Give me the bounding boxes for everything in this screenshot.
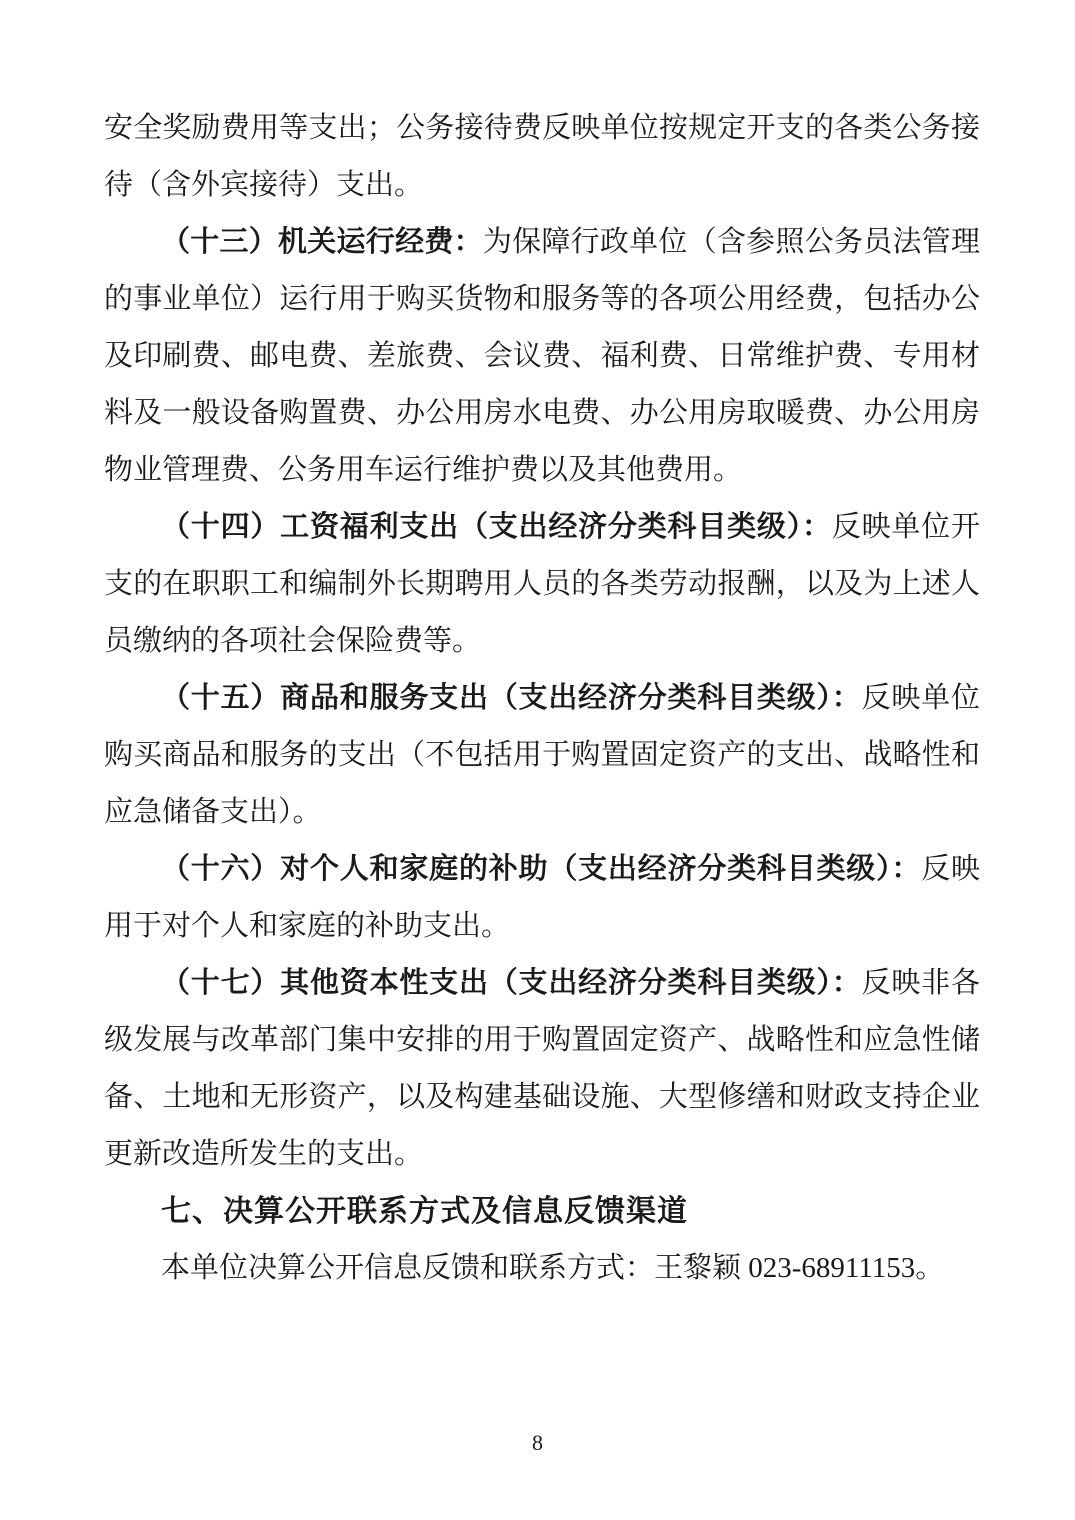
text-line	[104, 898, 980, 955]
line-text: 料及一般设备购置费、办公用房水电费、办公用房取暖费、办公用房	[104, 397, 980, 429]
line-text: 为保障行政单位（含参照公务员法管理	[482, 226, 980, 258]
line-text: 反映单位	[861, 682, 980, 714]
term-13-label: （十三）机关运行经费：	[161, 226, 483, 258]
text-line	[104, 499, 980, 556]
text-line	[104, 556, 980, 613]
line-text: 及印刷费、邮电费、差旅费、会议费、福利费、日常维护费、专用材	[104, 340, 980, 372]
contact-line-text: 本单位决算公开信息反馈和联系方式：王黎颖 023-68911153。	[161, 1252, 945, 1284]
text-line	[104, 1012, 980, 1069]
line-text: 支的在职职工和编制外长期聘用人员的各类劳动报酬，以及为上述人	[104, 568, 980, 600]
section-heading-text: 七、决算公开联系方式及信息反馈渠道	[161, 1195, 688, 1228]
line-text: 购买商品和服务的支出（不包括用于购置固定资产的支出、战略性和	[104, 739, 980, 771]
text-line	[104, 214, 980, 271]
term-15-label: （十五）商品和服务支出（支出经济分类科目类级）：	[161, 682, 862, 714]
line-text: 反映单位开	[831, 511, 980, 543]
line-text: 员缴纳的各项社会保险费等。	[104, 625, 482, 657]
line-text: 应急储备支出）。	[104, 796, 322, 828]
line-text: 级发展与改革部门集中安排的用于购置固定资产、战略性和应急性储	[104, 1024, 980, 1056]
text-line	[104, 613, 980, 670]
text-line	[104, 271, 980, 328]
text-line	[104, 442, 980, 499]
text-line	[104, 100, 980, 157]
text-line	[104, 727, 980, 784]
text-line	[104, 385, 980, 442]
line-text: 用于对个人和家庭的补助支出。	[104, 910, 511, 942]
text-line	[104, 1126, 980, 1183]
text-line	[104, 841, 980, 898]
section-heading	[104, 1183, 980, 1240]
text-line	[104, 157, 980, 214]
text-line	[104, 955, 980, 1012]
text-line	[104, 328, 980, 385]
term-14-label: （十四）工资福利支出（支出经济分类科目类级）：	[161, 511, 832, 543]
line-text: 备、土地和无形资产，以及构建基础设施、大型修缮和财政支持企业	[104, 1081, 980, 1113]
line-text: 反映	[921, 853, 980, 885]
page-number: 8	[532, 1430, 543, 1455]
text-line	[104, 1069, 980, 1126]
term-17-label: （十七）其他资本性支出（支出经济分类科目类级）：	[161, 967, 862, 999]
document-body	[104, 100, 980, 1297]
text-line	[104, 670, 980, 727]
line-text: 的事业单位）运行用于购买货物和服务等的各项公用经费，包括办公	[104, 283, 980, 315]
text-line	[104, 784, 980, 841]
line-text: 待（含外宾接待）支出。	[104, 169, 424, 201]
term-16-label: （十六）对个人和家庭的补助（支出经济分类科目类级）：	[161, 853, 922, 885]
contact-line	[104, 1240, 980, 1297]
line-text: 安全奖励费用等支出；公务接待费反映单位按规定开支的各类公务接	[104, 112, 980, 144]
line-text: 更新改造所发生的支出。	[104, 1138, 424, 1170]
line-text: 反映非各	[861, 967, 980, 999]
line-text: 物业管理费、公务用车运行维护费以及其他费用。	[104, 454, 743, 486]
